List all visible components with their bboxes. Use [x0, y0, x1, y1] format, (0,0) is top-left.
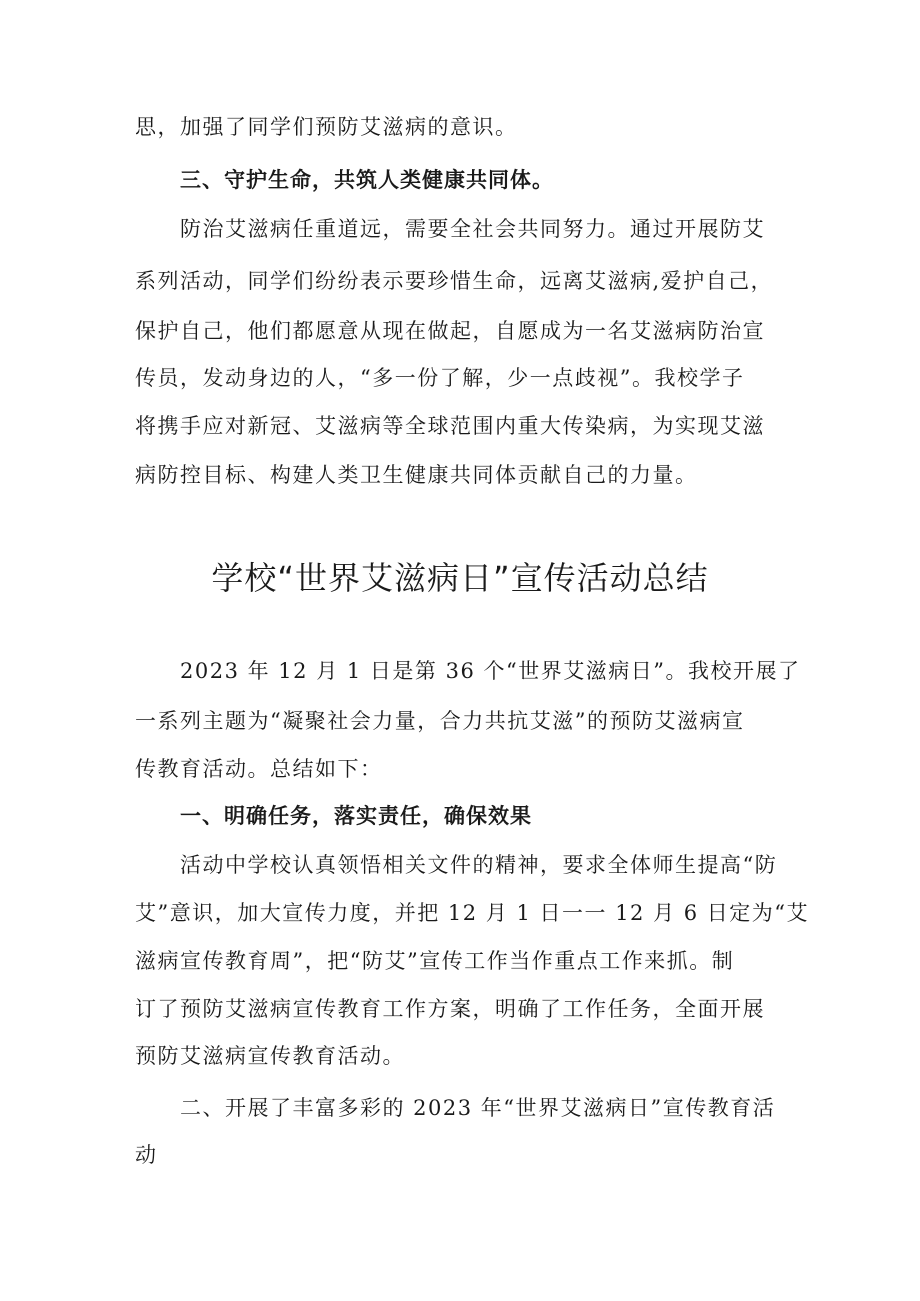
document-title: 学校“世界艾滋病日”宣传活动总结: [211, 559, 709, 597]
paragraph-line: 思，加强了同学们预防艾滋病的意识。: [135, 115, 518, 139]
paragraph-line: 订了预防艾滋病宣传教育工作方案，明确了工作任务，全面开展: [135, 997, 765, 1021]
paragraph-line: 保护自己，他们都愿意从现在做起，自愿成为一名艾滋病防治宣: [135, 319, 765, 343]
paragraph-line: 2023 年 12 月 1 日是第 36 个“世界艾滋病日”。我校开展了: [180, 659, 801, 683]
paragraph-line: 系列活动，同学们纷纷表示要珍惜生命，远离艾滋病,爱护自己，: [135, 269, 774, 293]
paragraph-line: 传员，发动身边的人，“多一份了解，少一点歧视”。我校学子: [135, 366, 745, 390]
paragraph-line: 病防控目标、构建人类卫生健康共同体贡献自己的力量。: [135, 463, 698, 487]
paragraph-line: 防治艾滋病任重道远，需要全社会共同努力。通过开展防艾: [180, 217, 765, 241]
section-heading: 一、明确任务，落实责任，确保效果: [180, 804, 532, 828]
paragraph-line: 活动中学校认真领悟相关文件的精神，要求全体师生提高“防: [180, 853, 778, 877]
paragraph-line: 将携手应对新冠、艾滋病等全球范围内重大传染病，为实现艾滋: [135, 414, 765, 438]
section-heading: 三、守护生命，共筑人类健康共同体。: [180, 168, 554, 192]
section-heading: 二、开展了丰富多彩的 2023 年“世界艾滋病日”宣传教育活: [180, 1096, 776, 1120]
paragraph-line: 一系列主题为“凝聚社会力量，合力共抗艾滋”的预防艾滋病宣: [135, 709, 745, 733]
paragraph-line: 艾”意识，加大宣传力度，并把 12 月 1 日一一 12 月 6 日定为“艾: [135, 901, 810, 925]
paragraph-line: 滋病宣传教育周”，把“防艾”宣传工作当作重点工作来抓。制: [135, 949, 735, 973]
paragraph-line: 动: [135, 1143, 158, 1167]
paragraph-line: 预防艾滋病宣传教育活动。: [135, 1044, 405, 1068]
paragraph-line: 传教育活动。总结如下：: [135, 757, 383, 781]
